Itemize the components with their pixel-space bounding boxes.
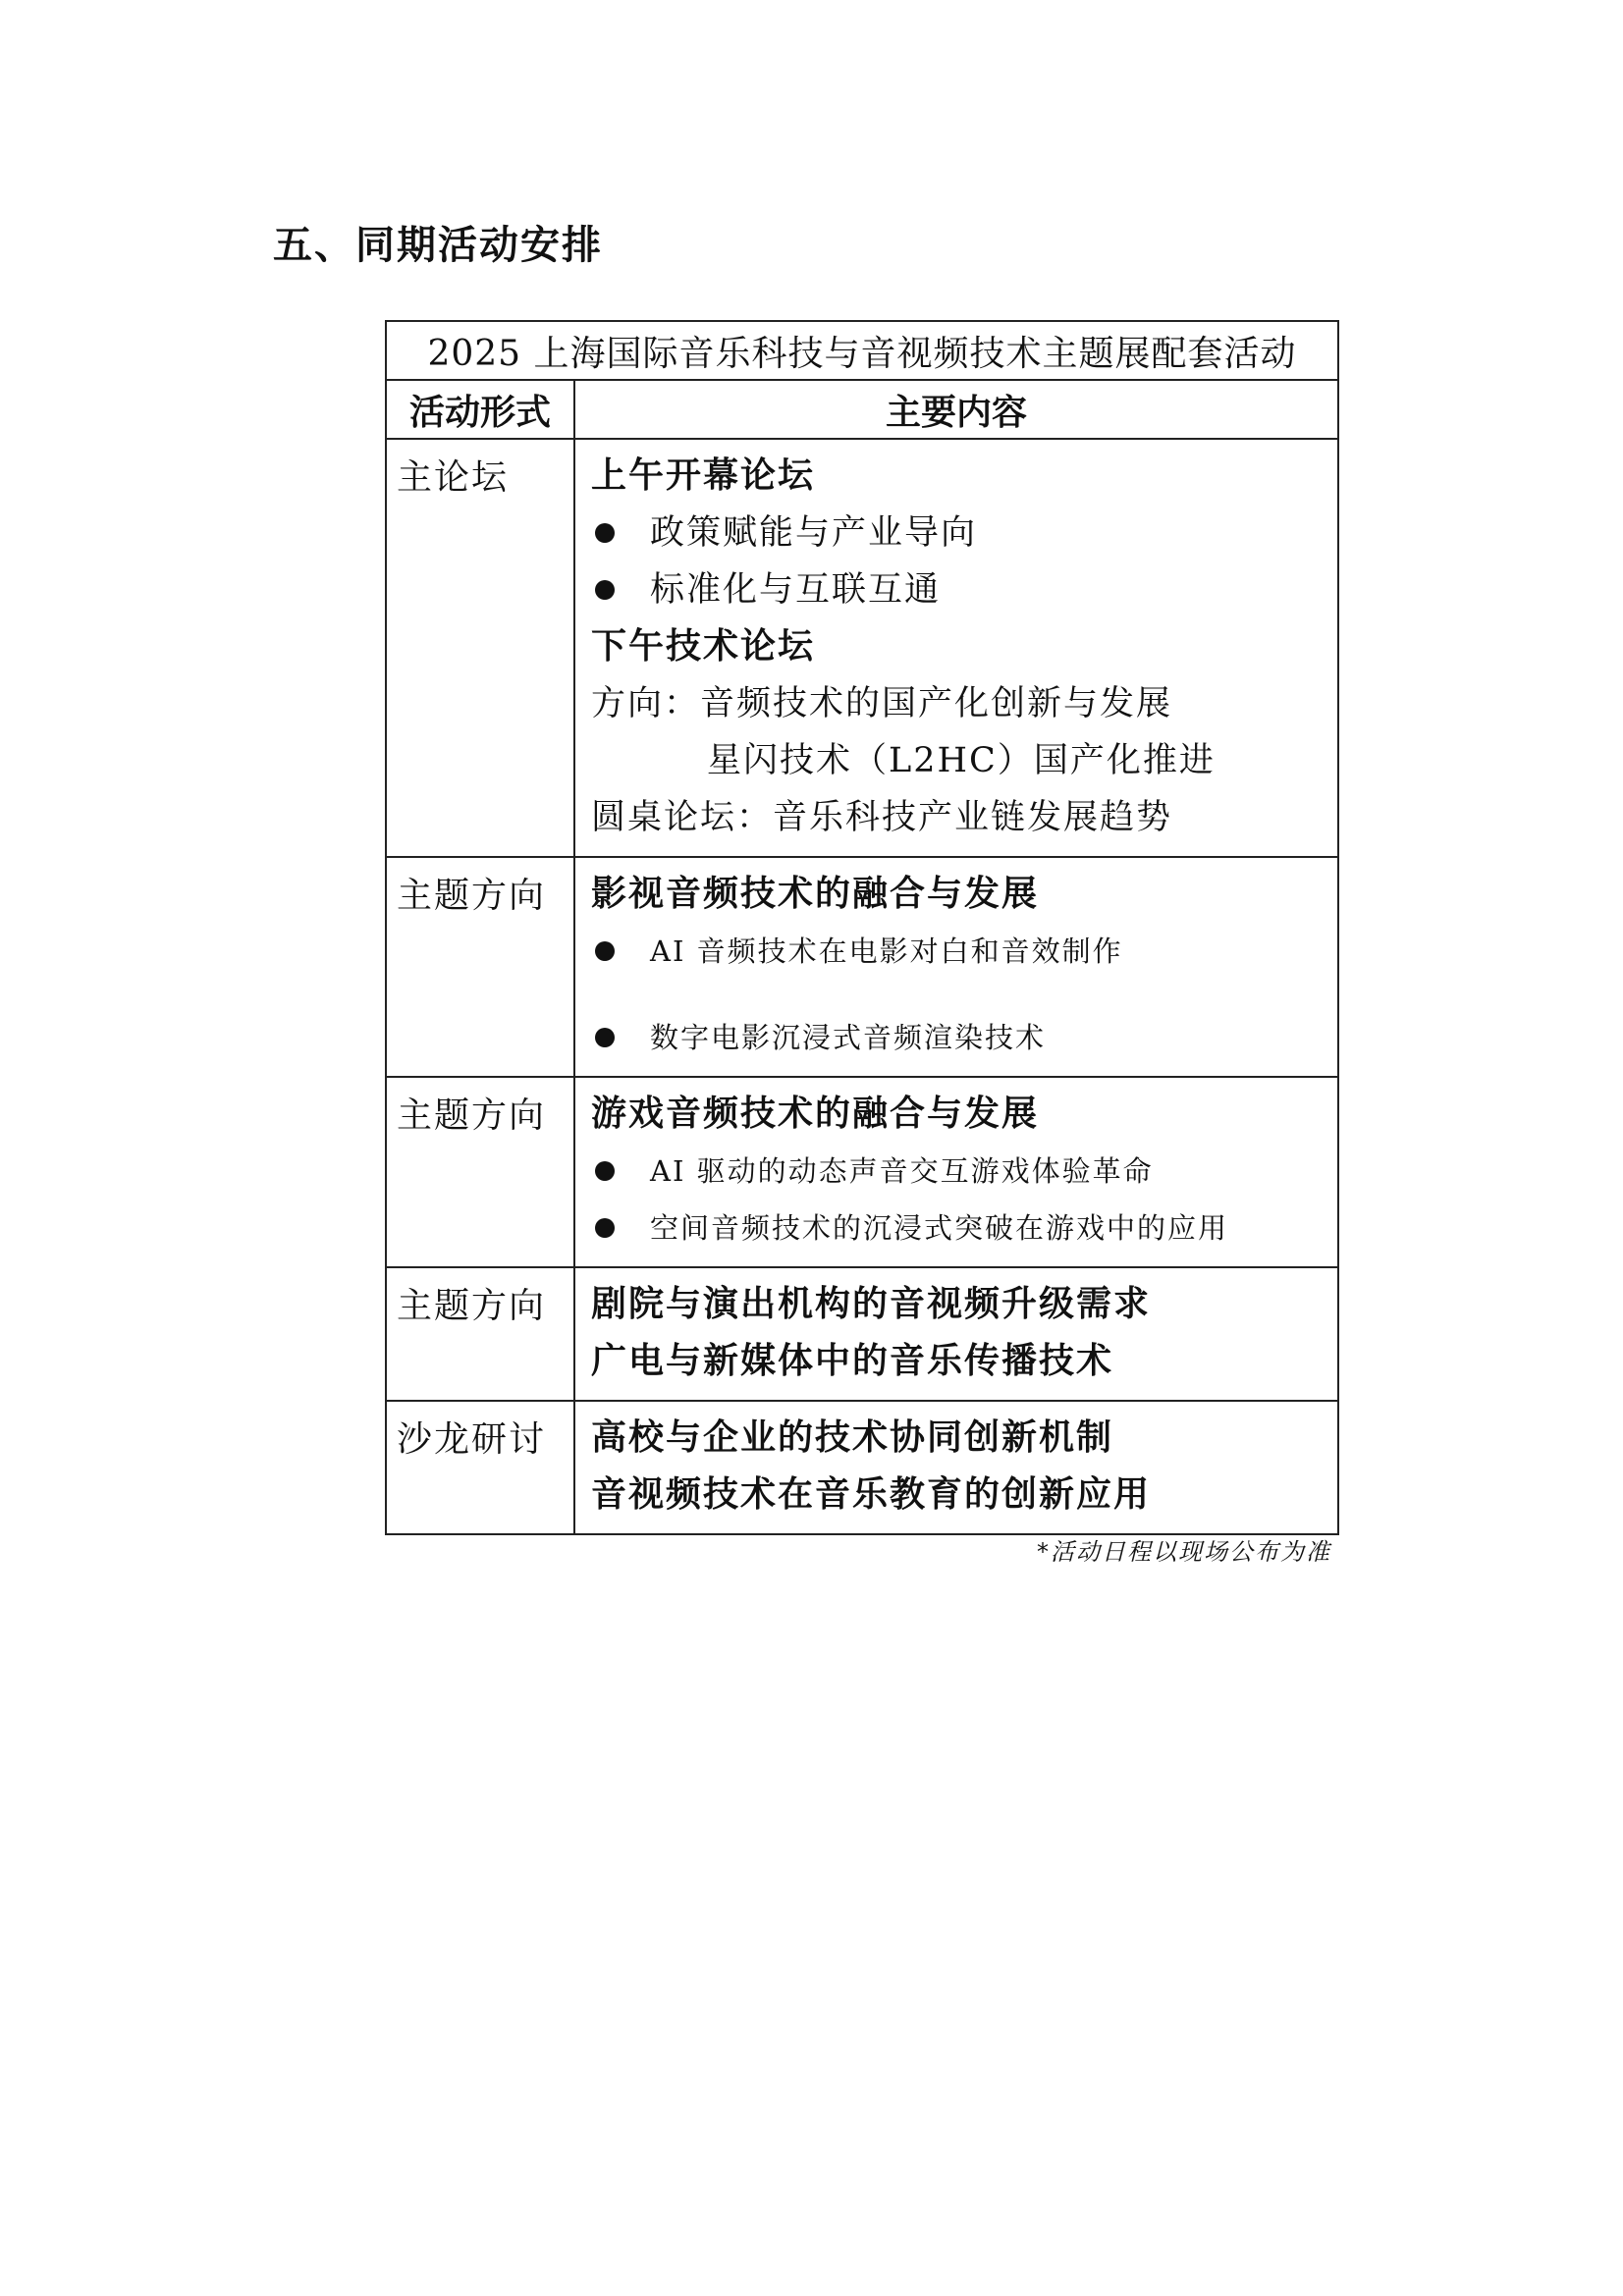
table-caption-row: [386, 321, 1338, 380]
content-heading: 广电与新媒体中的音乐传播技术: [591, 1341, 1114, 1381]
list-item-text: 标准化与互联互通: [650, 570, 942, 610]
list-item: [591, 505, 1327, 561]
header-activity-form: 活动形式: [386, 380, 574, 439]
content-heading: 音视频技术在音乐教育的创新应用: [591, 1474, 1152, 1515]
list-item: [591, 923, 1327, 980]
list-item-text: AI 驱动的动态声音交互游戏体验革命: [650, 1154, 1154, 1188]
list-item-text: AI 音频技术在电影对白和音效制作: [650, 934, 1123, 968]
table-row: [386, 1077, 1338, 1267]
table-row: [386, 857, 1338, 1077]
activity-form-cell: 沙龙研讨: [386, 1401, 574, 1534]
content-line: 圆桌论坛：音乐科技产业链发展趋势: [591, 798, 1173, 837]
list-item-text: 空间音频技术的沉浸式突破在游戏中的应用: [650, 1211, 1229, 1245]
content-cell: [574, 857, 1338, 1077]
bullet-icon: [595, 580, 615, 600]
bullet-icon: [595, 523, 615, 543]
content-heading: 上午开幕论坛: [591, 455, 816, 496]
bullet-icon: [595, 1028, 615, 1047]
content-heading: 下午技术论坛: [591, 626, 816, 667]
header-main-content: 主要内容: [574, 380, 1338, 439]
table-row: [386, 439, 1338, 857]
activity-form-cell: 主题方向: [386, 857, 574, 1077]
content-cell: [574, 1267, 1338, 1401]
bullet-icon: [595, 1218, 615, 1238]
activity-form-cell: 主题方向: [386, 1267, 574, 1401]
content-cell: [574, 1401, 1338, 1534]
table-row: [386, 1401, 1338, 1534]
content-heading: 高校与企业的技术协同创新机制: [591, 1417, 1114, 1458]
content-cell: [574, 439, 1338, 857]
list-item-text: 政策赋能与产业导向: [650, 513, 978, 553]
spacer: [591, 980, 1327, 1009]
list-item: [591, 1009, 1327, 1066]
activity-form-cell: 主论坛: [386, 439, 574, 857]
bullet-icon: [595, 1161, 615, 1181]
list-item: [591, 1143, 1327, 1200]
table-row: [386, 1267, 1338, 1401]
table-caption: 2025 上海国际音乐科技与音视频技术主题展配套活动: [386, 321, 1338, 380]
table-header-row: [386, 380, 1338, 439]
activity-schedule-table: [385, 320, 1339, 1535]
content-heading: 影视音频技术的融合与发展: [591, 874, 1040, 914]
schedule-footnote: *活动日程以现场公布为准: [1037, 1538, 1331, 1566]
activity-form-cell: 主题方向: [386, 1077, 574, 1267]
bullet-icon: [595, 941, 615, 961]
content-heading: 剧院与演出机构的音视频升级需求: [591, 1284, 1152, 1324]
section-heading: 五、同期活动安排: [273, 223, 603, 268]
content-cell: [574, 1077, 1338, 1267]
list-item: [591, 1200, 1327, 1256]
content-line: 星闪技术（L2HC）国产化推进: [707, 741, 1216, 780]
list-item: [591, 561, 1327, 618]
list-item-text: 数字电影沉浸式音频渲染技术: [650, 1021, 1047, 1054]
content-line: 方向：音频技术的国产化创新与发展: [591, 684, 1173, 723]
content-heading: 游戏音频技术的融合与发展: [591, 1094, 1040, 1134]
